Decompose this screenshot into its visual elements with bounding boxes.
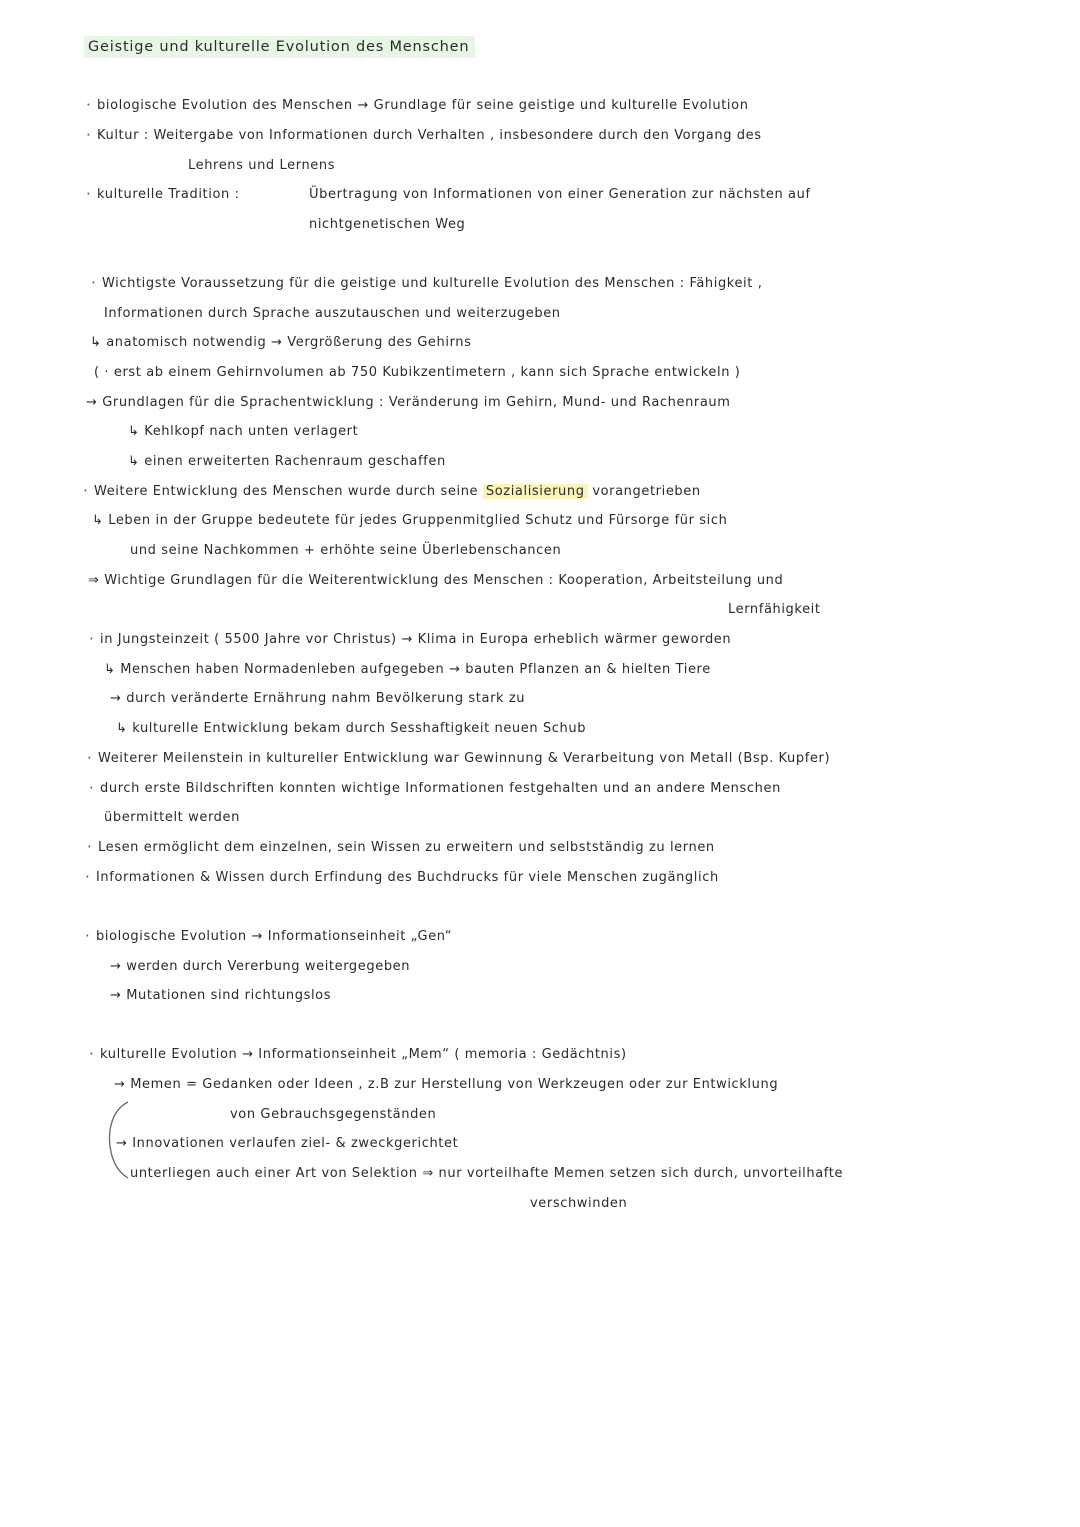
- note-line: · durch erste Bildschriften konnten wichtige Informationen festgehalten und an andere Menschen: [100, 780, 781, 798]
- note-line: übermittelt werden: [104, 810, 240, 825]
- note-text: vorangetrieben: [592, 484, 701, 499]
- note-line: → werden durch Vererbung weitergegeben: [110, 959, 411, 974]
- note-line: nichtgenetischen Weg: [309, 217, 466, 232]
- note-line: · Wichtigste Voraussetzung für die geistige und kulturelle Evolution des Menschen : Fähigkeit ,: [102, 275, 762, 293]
- note-line: ↳ Leben in der Gruppe bedeutete für jedes Gruppenmitglied Schutz und Fürsorge für sich: [92, 513, 728, 528]
- note-line: · Lesen ermöglicht dem einzelnen, sein Wissen zu erweitern und selbstständig zu lernen: [98, 839, 715, 857]
- note-line: verschwinden: [530, 1196, 628, 1211]
- page-title: Geistige und kulturelle Evolution des Menschen: [84, 36, 475, 58]
- note-line: ↳ anatomisch notwendig → Vergrößerung des Gehirns: [90, 335, 472, 350]
- note-line: → Mutationen sind richtungslos: [110, 988, 332, 1003]
- note-line: [94, 483, 701, 501]
- note-line: · Weiterer Meilenstein in kultureller Entwicklung war Gewinnung & Verarbeitung von Metall (Bsp. Kupfer): [98, 750, 830, 768]
- note-line: von Gebrauchsgegenständen: [230, 1107, 437, 1122]
- highlighted-term: Sozialisierung: [483, 484, 588, 499]
- note-line: · kulturelle Tradition :: [97, 186, 240, 204]
- note-line: · Informationen & Wissen durch Erfindung des Buchdrucks für viele Menschen zugänglich: [96, 869, 719, 887]
- bracket-icon: [106, 1100, 132, 1182]
- note-line: ↳ Menschen haben Normadenleben aufgegeben → bauten Pflanzen an & hielten Tiere: [104, 662, 711, 677]
- note-line: → Innovationen verlaufen ziel- & zweckgerichtet: [116, 1136, 459, 1151]
- note-line: Übertragung von Informationen von einer Generation zur nächsten auf: [309, 187, 811, 202]
- note-line: · in Jungsteinzeit ( 5500 Jahre vor Christus) → Klima in Europa erheblich wärmer geworden: [100, 631, 731, 649]
- note-line: ↳ einen erweiterten Rachenraum geschaffen: [128, 454, 446, 469]
- note-line: ↳ kulturelle Entwicklung bekam durch Sesshaftigkeit neuen Schub: [116, 721, 587, 736]
- note-line: → Grundlagen für die Sprachentwicklung : Veränderung im Gehirn, Mund- und Rachenraum: [86, 395, 731, 410]
- note-line: Lehrens und Lernens: [188, 158, 336, 173]
- note-line: · biologische Evolution des Menschen → Grundlage für seine geistige und kulturelle Evolution: [97, 97, 749, 115]
- note-line: unterliegen auch einer Art von Selektion ⇒ nur vorteilhafte Memen setzen sich durch, unvorteilhafte: [130, 1166, 844, 1181]
- note-line: → Memen = Gedanken oder Ideen , z.B zur Herstellung von Werkzeugen oder zur Entwicklung: [114, 1077, 779, 1092]
- note-line: → durch veränderte Ernährung nahm Bevölkerung stark zu: [110, 691, 526, 706]
- note-line: und seine Nachkommen + erhöhte seine Überlebenschancen: [130, 543, 562, 558]
- note-line: Informationen durch Sprache auszutauschen und weiterzugeben: [104, 306, 561, 321]
- note-line: · kulturelle Evolution → Informationseinheit „Mem“ ( memoria : Gedächtnis): [100, 1046, 627, 1064]
- note-line: ⇒ Wichtige Grundlagen für die Weiterentwicklung des Menschen : Kooperation, Arbeitsteilung und: [88, 573, 784, 588]
- note-text: Weitere Entwicklung des Menschen wurde durch seine: [94, 484, 479, 499]
- note-line: · Kultur : Weitergabe von Informationen durch Verhalten , insbesondere durch den Vorgang des: [97, 127, 762, 145]
- note-line: · biologische Evolution → Informationseinheit „Gen“: [96, 928, 452, 946]
- note-line: ↳ Kehlkopf nach unten verlagert: [128, 424, 359, 439]
- note-line: ( · erst ab einem Gehirnvolumen ab 750 Kubikzentimetern , kann sich Sprache entwickeln ): [94, 365, 741, 380]
- note-line: Lernfähigkeit: [728, 602, 821, 617]
